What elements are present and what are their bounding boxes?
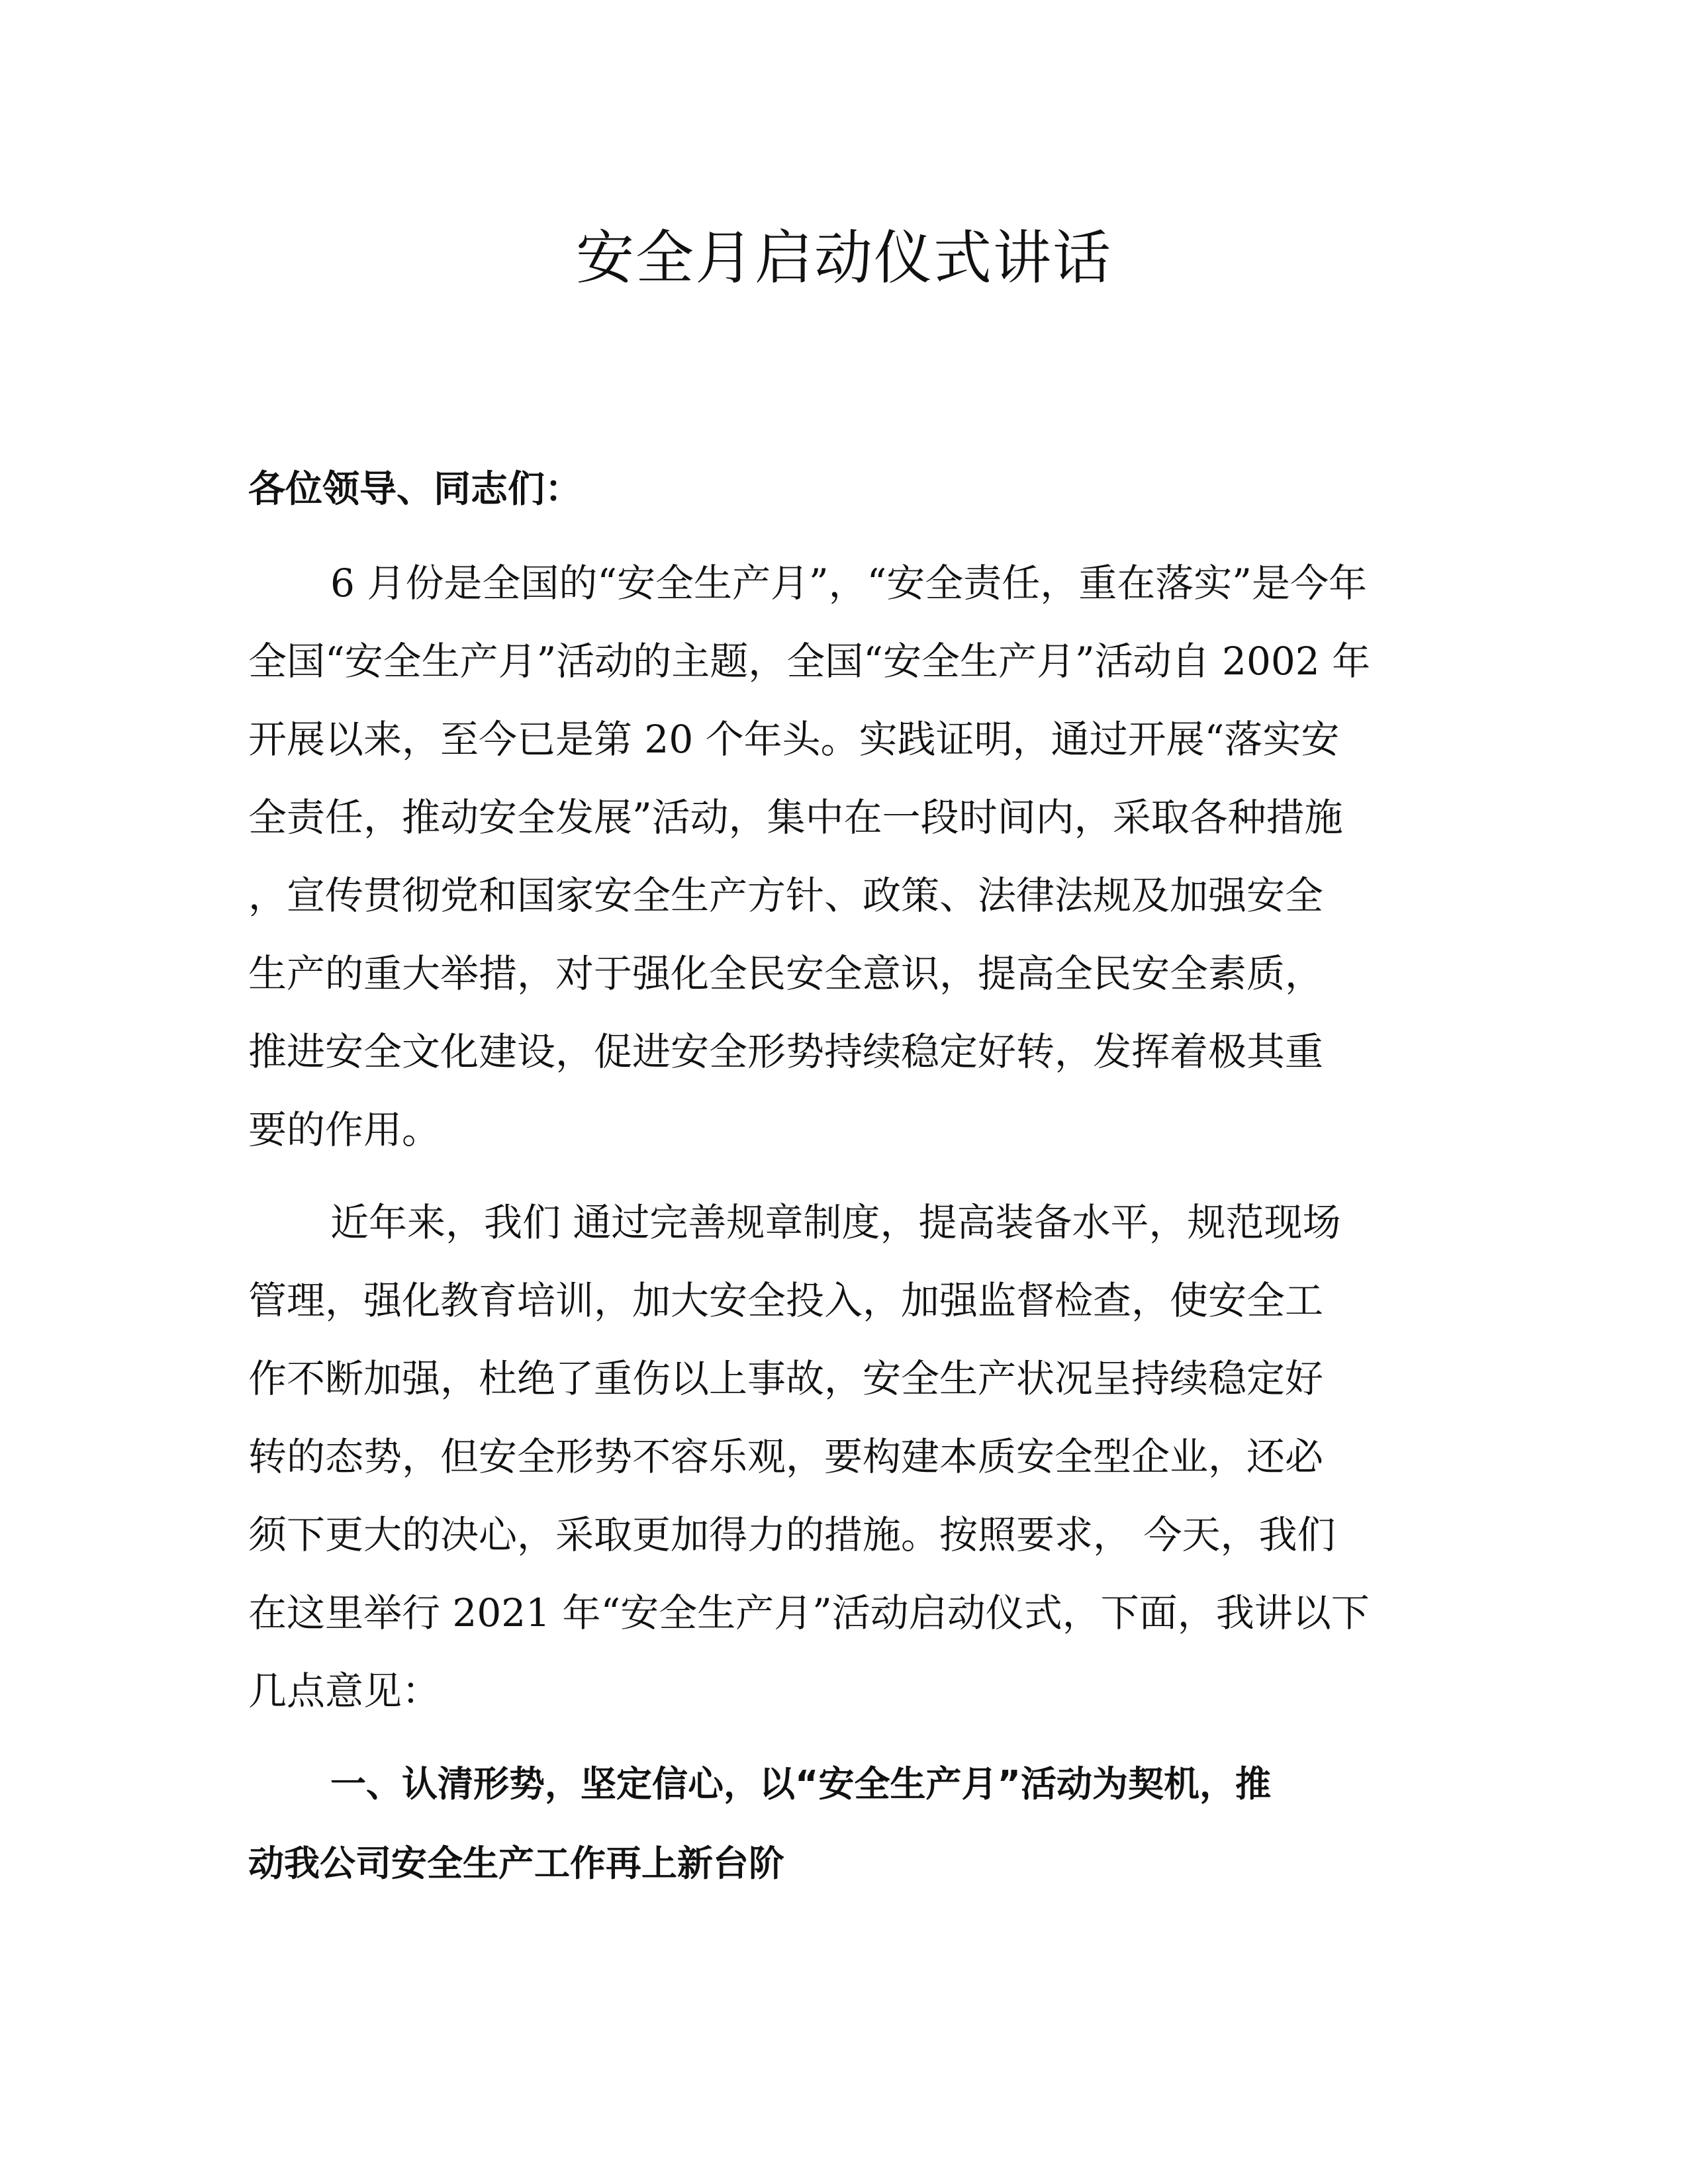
paragraph-2 (248, 1183, 1420, 1730)
paragraph-1 (248, 544, 1420, 1169)
text-line: 开展以来，至今已是第 20 个年头。实践证明，通过开展“落实安 (248, 717, 1340, 762)
text-line: 生产的重大举措，对于强化全民安全意识，提高全民安全素质， (248, 951, 1324, 996)
text-line: 在这里举行 2021 年“安全生产月”活动启动仪式，下面，我讲以下 (248, 1590, 1370, 1635)
text-line: 须下更大的决心，采取更加得力的措施。按照要求， 今天，我们 (248, 1512, 1336, 1557)
paragraph-gap (248, 1730, 1420, 1745)
text-line: 转的态势，但安全形势不容乐观，要构建本质安全型企业，还必 (248, 1434, 1324, 1479)
text-line: ，宣传贯彻党和国家安全生产方针、政策、法律法规及加强安全 (248, 873, 1324, 918)
text-line: 管理，强化教育培训，加大安全投入，加强监督检查，使安全工 (248, 1278, 1324, 1323)
text-line: 6 月份是全国的“安全生产月”，“安全责任，重在落实”是今年 (330, 561, 1367, 606)
text-line: 近年来，我们 通过完善规章制度，提高装备水平，规范现场 (330, 1200, 1341, 1245)
paragraph-gap (248, 1169, 1420, 1183)
heading-line: 一、认清形势，坚定信心，以“安全生产月”活动为契机，推 (330, 1763, 1271, 1805)
text-line: 全责任，推动安全发展”活动，集中在一段时间内，采取各种措施 (248, 795, 1343, 840)
salutation: 各位领导、同志们： (248, 468, 582, 511)
document-title: 安全月启动仪式讲话 (575, 224, 1112, 292)
heading-line: 动我公司安全生产工作再上新台阶 (248, 1843, 784, 1884)
text-line: 作不断加强，杜绝了重伤以上事故，安全生产状况呈持续稳定好 (248, 1356, 1324, 1401)
text-line: 全国“安全生产月”活动的主题，全国“安全生产月”活动自 2002 年 (248, 639, 1371, 684)
document-body (248, 450, 1420, 1903)
text-line: 要的作用。 (248, 1107, 441, 1152)
text-line: 推进安全文化建设，促进安全形势持续稳定好转，发挥着极其重 (248, 1029, 1324, 1074)
text-line: 几点意见： (248, 1668, 441, 1713)
section-heading-1 (248, 1745, 1420, 1903)
